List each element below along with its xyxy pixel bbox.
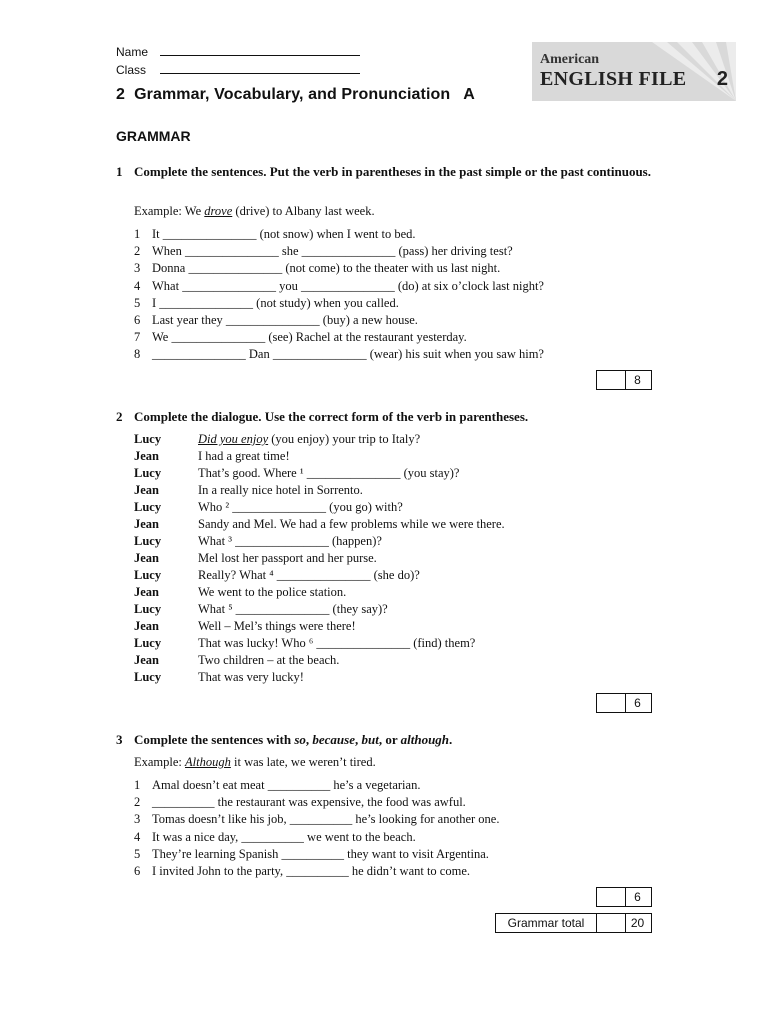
q3-instruction-word-so: so <box>294 732 306 747</box>
q3-example <box>134 755 376 770</box>
q1-item[interactable] <box>134 260 544 277</box>
q1-item-text: When _______________ she _______________ (pass) her driving test? <box>152 244 513 259</box>
q1-score-box <box>596 370 652 390</box>
speaker-name: Jean <box>134 551 159 565</box>
speaker-name: Lucy <box>134 568 162 582</box>
q3-instruction-part: Complete the sentences with <box>134 732 295 747</box>
speaker-name: Lucy <box>134 636 162 650</box>
q1-item[interactable] <box>134 346 544 363</box>
item-number: 3 <box>134 812 141 827</box>
q1-score-max: 8 <box>634 373 641 387</box>
item-number: 4 <box>134 829 141 844</box>
item-number: 3 <box>134 261 141 276</box>
q3-item-text: Tomas doesn’t like his job, __________ he’s looking for another one. <box>152 812 500 827</box>
dialogue-line[interactable] <box>134 601 505 618</box>
q1-item[interactable] <box>134 243 544 260</box>
dialogue-text: We went to the police station. <box>198 585 347 599</box>
dialogue-text: I had a great time! <box>198 449 290 463</box>
dialogue-line[interactable] <box>134 465 505 482</box>
dialogue-example-answer: Did you enjoy <box>198 432 269 446</box>
q1-example-after: (drive) to Albany last week. <box>232 204 375 218</box>
dialogue-text: In a really nice hotel in Sorrento. <box>198 483 363 497</box>
class-label: Class <box>116 63 147 77</box>
q2-score-box <box>596 693 652 713</box>
q3-item-text: __________ the restaurant was expensive, the food was awful. <box>152 795 466 810</box>
speaker-name: Jean <box>134 483 159 497</box>
q1-number: 1 <box>116 164 123 179</box>
grammar-total-max: 20 <box>630 916 645 930</box>
q1-items-list <box>134 226 544 364</box>
speaker-name: Lucy <box>134 534 162 548</box>
q1-item-text: It _______________ (not snow) when I went to bed. <box>152 227 416 241</box>
item-number: 1 <box>134 778 141 792</box>
q3-instruction-part: . <box>449 732 453 747</box>
speaker-name: Jean <box>134 619 159 633</box>
dialogue-text: That was lucky! Who ⁶ _______________ (find) them? <box>198 636 476 650</box>
name-blank-line[interactable] <box>160 44 360 56</box>
dialogue-line[interactable] <box>134 635 505 652</box>
speaker-name: Jean <box>134 449 159 463</box>
q3-item[interactable] <box>134 829 499 846</box>
dialogue-text: What ⁵ _______________ (they say)? <box>198 602 388 616</box>
q1-item-text: I _______________ (not study) when you called. <box>152 295 399 310</box>
q3-instruction-part: , <box>305 732 313 747</box>
q3-item-text: They’re learning Spanish __________ they want to visit Argentina. <box>152 846 489 861</box>
dialogue-line <box>134 618 505 635</box>
q2-score-max: 6 <box>634 696 641 710</box>
speaker-name: Lucy <box>134 432 162 446</box>
q1-item[interactable] <box>134 278 544 295</box>
speaker-name: Jean <box>134 653 159 667</box>
dialogue-line <box>134 669 505 686</box>
q3-instruction-word-but: but <box>361 732 379 747</box>
q1-item-text: Last year they _______________ (buy) a new house. <box>152 312 418 327</box>
q2-score-input[interactable] <box>597 694 626 712</box>
item-number: 4 <box>134 278 141 293</box>
q3-instruction-word-because: because <box>312 732 355 747</box>
dialogue-line <box>134 550 505 567</box>
dialogue-line[interactable] <box>134 499 505 516</box>
q3-items-list <box>134 777 499 880</box>
q2-number: 2 <box>116 409 123 424</box>
class-field[interactable] <box>116 62 360 77</box>
q1-item[interactable] <box>134 295 544 312</box>
item-number: 6 <box>134 312 141 327</box>
q3-instruction-word-although: although <box>400 732 450 747</box>
dialogue-line <box>134 431 505 448</box>
logo-title-text: ENGLISH FILE <box>540 68 687 90</box>
dialogue-line <box>134 584 505 601</box>
dialogue-line <box>134 652 505 669</box>
q1-item[interactable] <box>134 329 544 346</box>
dialogue-line[interactable] <box>134 533 505 550</box>
dialogue-text: Sandy and Mel. We had a few problems while we were there. <box>198 517 505 531</box>
q1-example-answer: drove <box>204 204 233 218</box>
q1-example-before: Example: We <box>134 204 205 218</box>
q3-item[interactable] <box>134 794 499 811</box>
q3-item-text: It was a nice day, __________ we went to the beach. <box>152 829 416 844</box>
item-number: 5 <box>134 295 141 310</box>
speaker-name: Jean <box>134 517 159 531</box>
name-label: Name <box>116 45 149 59</box>
speaker-name: Lucy <box>134 500 162 514</box>
section-heading-grammar: GRAMMAR <box>116 128 191 144</box>
dialogue-line <box>134 516 505 533</box>
speaker-name: Jean <box>134 585 159 599</box>
q3-item-text: Amal doesn’t eat meat __________ he’s a vegetarian. <box>152 778 421 792</box>
q1-item[interactable] <box>134 312 544 329</box>
dialogue-text: What ³ _______________ (happen)? <box>198 534 382 548</box>
q3-example-after: it was late, we weren’t tired. <box>230 755 376 769</box>
dialogue-text: Really? What ⁴ _______________ (she do)? <box>198 568 420 582</box>
q3-instruction <box>116 731 656 748</box>
q2-instruction-text: Complete the dialogue. Use the correct form of the verb in parentheses. <box>134 409 529 424</box>
q3-item[interactable] <box>134 811 499 828</box>
speaker-name: Lucy <box>134 602 162 616</box>
dialogue-text: Mel lost her passport and her purse. <box>198 551 377 565</box>
dialogue-text: That was very lucky! <box>198 670 304 684</box>
grammar-total-label: Grammar total <box>496 914 597 932</box>
item-number: 8 <box>134 347 141 362</box>
dialogue-line[interactable] <box>134 567 505 584</box>
dialogue-line <box>134 448 505 465</box>
q3-item[interactable] <box>134 863 499 880</box>
q1-example <box>134 204 375 219</box>
speaker-name: Lucy <box>134 670 162 684</box>
item-number: 1 <box>134 227 141 241</box>
dialogue-text: Two children – at the beach. <box>198 653 340 667</box>
name-field[interactable] <box>116 44 360 59</box>
q1-instruction-text: Complete the sentences. Put the verb in parentheses in the past simple or the past continuous. <box>134 164 651 179</box>
logo-number: 2 <box>716 68 728 90</box>
q3-number: 3 <box>116 732 123 747</box>
dialogue-text: Well – Mel’s things were there! <box>198 619 356 633</box>
q2-instruction <box>116 408 656 425</box>
q1-item-text: We _______________ (see) Rachel at the restaurant yesterday. <box>152 330 467 345</box>
q3-item[interactable] <box>134 777 499 794</box>
american-english-file-logo <box>532 42 736 101</box>
q3-instruction-text <box>134 731 656 748</box>
page-title: 2 Grammar, Vocabulary, and Pronunciation A <box>116 86 475 103</box>
q3-score-box <box>596 887 652 907</box>
grammar-total-box <box>495 913 652 933</box>
speaker-name: Lucy <box>134 466 162 480</box>
dialogue-line <box>134 482 505 499</box>
dialogue-text: Who ² _______________ (you go) with? <box>198 500 403 514</box>
q3-score-max: 6 <box>634 890 641 904</box>
item-number: 2 <box>134 795 141 810</box>
item-number: 2 <box>134 244 141 259</box>
q2-dialogue <box>134 431 505 686</box>
logo-american-text: American <box>540 52 600 67</box>
q3-item[interactable] <box>134 846 499 863</box>
item-number: 6 <box>134 863 141 878</box>
q1-item-text: What _______________ you _______________ (do) at six o’clock last night? <box>152 278 544 293</box>
q3-example-answer: Although <box>185 755 231 769</box>
q1-item[interactable] <box>134 226 544 243</box>
class-blank-line[interactable] <box>160 62 360 74</box>
grammar-total-input[interactable] <box>597 914 626 932</box>
q3-instruction-part: , <box>354 732 362 747</box>
q1-score-input[interactable] <box>597 371 626 389</box>
q3-score-input[interactable] <box>597 888 626 906</box>
dialogue-text: That’s good. Where ¹ _______________ (you stay)? <box>198 466 460 480</box>
item-number: 7 <box>134 330 141 345</box>
q3-example-before: Example: <box>134 755 186 769</box>
q1-item-text: _______________ Dan _______________ (wear) his suit when you saw him? <box>152 347 544 362</box>
item-number: 5 <box>134 846 141 861</box>
q3-item-text: I invited John to the party, __________ he didn’t want to come. <box>152 863 471 878</box>
dialogue-text: (you enjoy) your trip to Italy? <box>268 432 421 446</box>
q1-instruction <box>116 163 656 180</box>
q3-instruction-part: , or <box>378 732 401 747</box>
q1-item-text: Donna _______________ (not come) to the theater with us last night. <box>152 261 501 276</box>
